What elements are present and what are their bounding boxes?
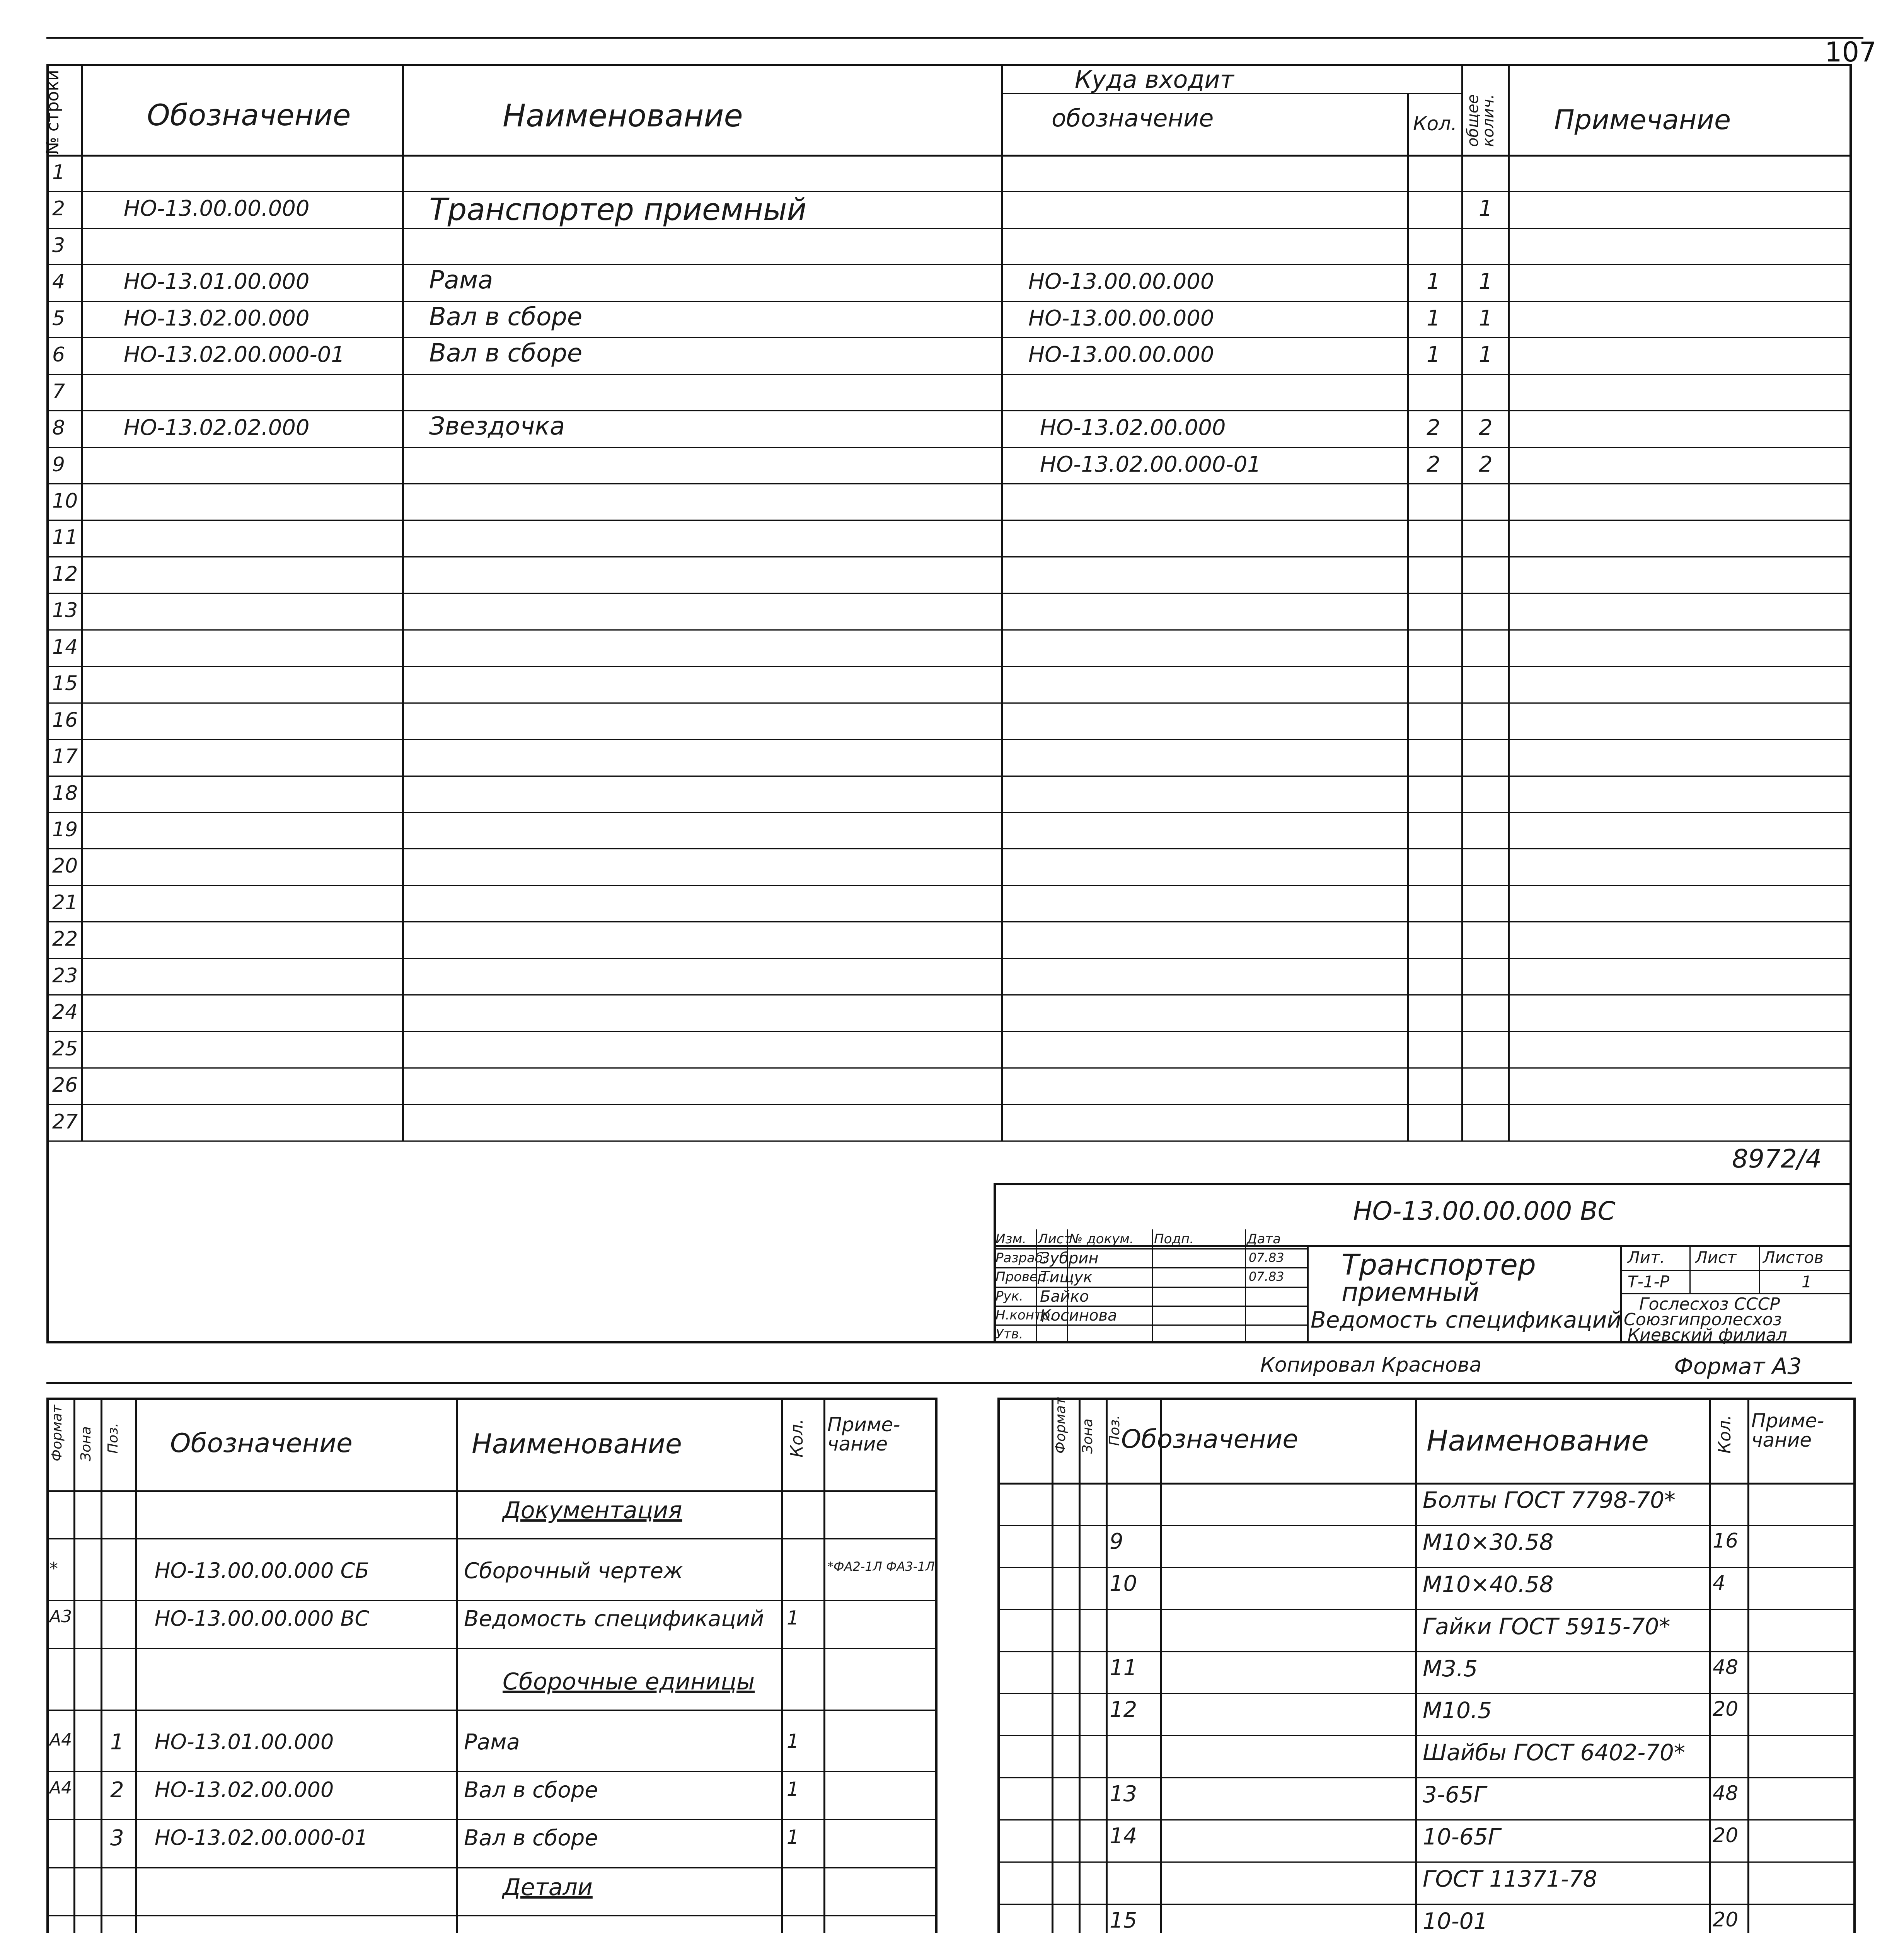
tb-role: Утв.: [995, 1326, 1023, 1342]
bl-row-name: Ведомость спецификаций: [464, 1606, 764, 1631]
br-row-pos: 12: [1110, 1697, 1137, 1722]
row-number: 3: [52, 234, 65, 257]
tb-person: Косинова: [1040, 1307, 1117, 1324]
br-row-qty: 20: [1713, 1698, 1739, 1721]
row-total-qty: 2: [1479, 415, 1493, 440]
br-header-format: Формат: [1053, 1397, 1069, 1454]
row-number: 9: [52, 453, 65, 476]
row-number: 5: [52, 307, 65, 330]
row-qty: 2: [1427, 415, 1440, 440]
br-row-name: ГОСТ 11371-78: [1423, 1866, 1597, 1892]
row-number: 12: [52, 563, 78, 586]
tb-col-label: Изм.: [995, 1231, 1026, 1247]
br-row-pos: 9: [1110, 1529, 1123, 1554]
br-row-name: 10-01: [1423, 1908, 1488, 1933]
row-number: 16: [52, 709, 78, 732]
bl-row-designation: НО-13.01.00.000: [155, 1730, 334, 1754]
bl-header-qty: Кол.: [787, 1418, 807, 1457]
top-side-number: 8972/4: [1732, 1144, 1822, 1174]
header-where-used: Куда входит: [1075, 65, 1234, 94]
bl-row-format: А3: [49, 1607, 72, 1626]
bl-header-pos: Поз.: [105, 1423, 121, 1454]
bl-header-format: Формат: [49, 1405, 65, 1461]
row-total-qty: 1: [1479, 342, 1493, 367]
tb-role: Разраб.: [995, 1250, 1047, 1266]
br-header-note: Приме-чание: [1751, 1410, 1824, 1451]
br-row-name: М10×30.58: [1423, 1529, 1554, 1555]
bl-spec-table: [46, 1398, 938, 1933]
row-number: 1: [52, 161, 65, 184]
bl-row-format: А4: [49, 1730, 72, 1750]
br-row-name: М10×40.58: [1423, 1571, 1554, 1597]
row-total-qty: 2: [1479, 452, 1493, 477]
br-row-pos: 14: [1110, 1824, 1137, 1849]
row-number: 25: [52, 1037, 78, 1060]
top-spec-table: [43, 64, 1852, 1343]
bl-section-title: Документация: [503, 1497, 682, 1524]
row-number: 26: [52, 1074, 78, 1097]
tb-person: Тищук: [1040, 1268, 1093, 1286]
br-row-name: 3-65Г: [1423, 1781, 1486, 1808]
top-tb-title2: приемный: [1341, 1277, 1480, 1307]
br-header-designation: Обозначение: [1121, 1424, 1298, 1454]
br-header-pos: Поз.: [1107, 1415, 1123, 1446]
row-designation: НО-13.02.00.000: [124, 306, 310, 331]
row-qty: 2: [1427, 452, 1440, 477]
tb-col-label: Подп.: [1154, 1231, 1194, 1247]
row-qty: 1: [1427, 269, 1440, 294]
row-number: 10: [52, 489, 78, 513]
top-tb-sheets-value: 1: [1802, 1272, 1812, 1291]
bl-row-qty: 1: [787, 1607, 799, 1629]
br-row-name: М3.5: [1423, 1655, 1478, 1682]
bl-row-pos: 2: [110, 1778, 124, 1803]
top-tb-lit-label: Лит.: [1628, 1248, 1665, 1267]
row-number: 6: [52, 343, 65, 366]
row-designation: НО-13.00.00.000: [124, 196, 310, 221]
row-where-used: НО-13.02.00.000-01: [1040, 452, 1261, 477]
bl-row-qty: 1: [787, 1730, 799, 1752]
row-designation: НО-13.02.02.000: [124, 415, 310, 440]
br-row-pos: 15: [1110, 1908, 1137, 1933]
bl-row-format: А4: [49, 1778, 72, 1798]
row-where-used: НО-13.00.00.000: [1028, 269, 1214, 294]
row-qty: 1: [1427, 306, 1440, 331]
tb-date: 07.83: [1249, 1269, 1284, 1284]
tb-col-label: Лист: [1038, 1231, 1072, 1247]
bl-header-name: Наименование: [472, 1428, 682, 1460]
row-where-used: НО-13.00.00.000: [1028, 306, 1214, 331]
top-tb-org1: Гослесхоз СССР: [1639, 1294, 1780, 1314]
top-tb-sheets-label: Листов: [1763, 1248, 1824, 1267]
header-total-qty: общее колич.: [1464, 94, 1497, 147]
row-number: 15: [52, 672, 78, 695]
row-designation: НО-13.01.00.000: [124, 269, 310, 294]
br-header-zone: Зона: [1080, 1418, 1096, 1454]
row-number: 8: [52, 416, 65, 440]
tb-role: Рук.: [995, 1289, 1023, 1304]
row-number: 17: [52, 745, 78, 768]
top-tb-sheet-label: Лист: [1695, 1248, 1737, 1267]
bl-row-designation: НО-13.02.00.000: [155, 1778, 334, 1802]
bl-row-format: *: [49, 1559, 58, 1578]
top-copied: Копировал Краснова: [1260, 1353, 1482, 1377]
top-tb-title1: Транспортер: [1341, 1248, 1536, 1282]
row-where-used: НО-13.00.00.000: [1028, 342, 1214, 367]
br-header-qty: Кол.: [1715, 1415, 1735, 1454]
row-name: Вал в сборе: [429, 303, 583, 331]
row-name: Вал в сборе: [429, 339, 583, 368]
br-row-qty: 20: [1713, 1908, 1739, 1931]
header-row-no: № строки: [43, 70, 63, 155]
br-row-qty: 20: [1713, 1824, 1739, 1847]
tb-col-label: Дата: [1247, 1231, 1281, 1247]
top-format: Формат А3: [1674, 1353, 1802, 1379]
header-note: Примечание: [1554, 104, 1731, 136]
top-tb-lit-value: Т-1-Р: [1628, 1272, 1670, 1291]
top-tb-title3: Ведомость спецификаций: [1311, 1307, 1621, 1333]
header-where-designation: обозначение: [1052, 104, 1214, 132]
row-number: 13: [52, 599, 78, 622]
bl-header-note: Приме-чание: [827, 1413, 900, 1455]
row-number: 20: [52, 854, 78, 878]
bl-row-name: Вал в сборе: [464, 1778, 598, 1803]
row-total-qty: 1: [1479, 196, 1493, 221]
bl-row-name: Рама: [464, 1730, 520, 1755]
br-row-qty: 4: [1713, 1572, 1726, 1595]
br-row-qty: 48: [1713, 1782, 1739, 1805]
row-qty: 1: [1427, 342, 1440, 367]
bl-header-designation: Обозначение: [170, 1428, 353, 1459]
row-number: 18: [52, 782, 78, 805]
row-number: 4: [52, 270, 65, 293]
br-row-pos: 10: [1110, 1571, 1137, 1596]
row-number: 2: [52, 197, 65, 220]
br-row-name: Гайки ГОСТ 5915-70*: [1423, 1613, 1670, 1640]
br-row-name: М10.5: [1423, 1697, 1492, 1723]
bl-row-pos: 1: [110, 1730, 124, 1755]
tb-person: Зубрин: [1040, 1249, 1099, 1267]
bl-row-designation: НО-13.00.00.000 СБ: [155, 1558, 370, 1583]
bl-section-title: Сборочные единицы: [503, 1668, 755, 1695]
row-number: 7: [52, 380, 65, 403]
header-qty: Кол.: [1413, 113, 1457, 135]
row-number: 14: [52, 636, 78, 659]
row-designation: НО-13.02.00.000-01: [124, 342, 345, 367]
row-number: 19: [52, 818, 78, 841]
bl-header-zone: Зона: [78, 1426, 94, 1461]
header-name: Наименование: [503, 98, 743, 134]
row-number: 21: [52, 891, 78, 914]
br-row-name: 10-65Г: [1423, 1824, 1500, 1850]
bl-row-designation: НО-13.00.00.000 ВС: [155, 1606, 370, 1631]
bl-row-qty: 1: [787, 1826, 799, 1848]
br-row-name: Шайбы ГОСТ 6402-70*: [1423, 1739, 1685, 1766]
header-designation: Обозначение: [147, 98, 351, 132]
row-number: 22: [52, 927, 78, 951]
br-row-qty: 48: [1713, 1656, 1739, 1679]
top-tb-org3: Киевский филиал: [1628, 1325, 1787, 1345]
tb-role: Н.контр.: [995, 1307, 1055, 1323]
tb-date: 07.83: [1249, 1250, 1284, 1265]
bl-row-pos: 3: [110, 1826, 124, 1851]
row-number: 23: [52, 964, 78, 987]
br-row-name: Болты ГОСТ 7798-70*: [1423, 1487, 1676, 1513]
top-border-line: [46, 37, 1863, 39]
row-number: 11: [52, 526, 78, 549]
row-number: 27: [52, 1110, 78, 1134]
top-tb-org2: Союзгипролесхоз: [1624, 1310, 1782, 1330]
page-corner-number: 107: [1825, 36, 1877, 68]
row-name: Звездочка: [429, 412, 565, 441]
br-row-pos: 11: [1110, 1655, 1137, 1681]
tb-col-label: № докум.: [1069, 1231, 1134, 1247]
bl-section-title: Детали: [503, 1874, 593, 1901]
bl-row-name: Вал в сборе: [464, 1826, 598, 1851]
tb-role: Провер.: [995, 1269, 1050, 1285]
bl-row-designation: НО-13.02.00.000-01: [155, 1826, 368, 1850]
row-total-qty: 1: [1479, 306, 1493, 331]
bl-row-name: Сборочный чертеж: [464, 1558, 683, 1584]
row-name: Рама: [429, 266, 493, 295]
br-row-pos: 13: [1110, 1781, 1137, 1807]
row-name: Транспортер приемный: [429, 193, 807, 227]
br-header-name: Наименование: [1427, 1424, 1649, 1457]
tb-person: Байко: [1040, 1288, 1089, 1306]
row-where-used: НО-13.02.00.000: [1040, 415, 1226, 440]
bl-row-qty: 1: [787, 1778, 799, 1800]
row-total-qty: 1: [1479, 269, 1493, 294]
br-row-qty: 16: [1713, 1529, 1739, 1553]
bl-row-note: *ФА2-1Л ФА3-1Л: [827, 1559, 935, 1574]
row-number: 24: [52, 1001, 78, 1024]
top-tb-code: НО-13.00.00.000 ВС: [1353, 1196, 1616, 1226]
